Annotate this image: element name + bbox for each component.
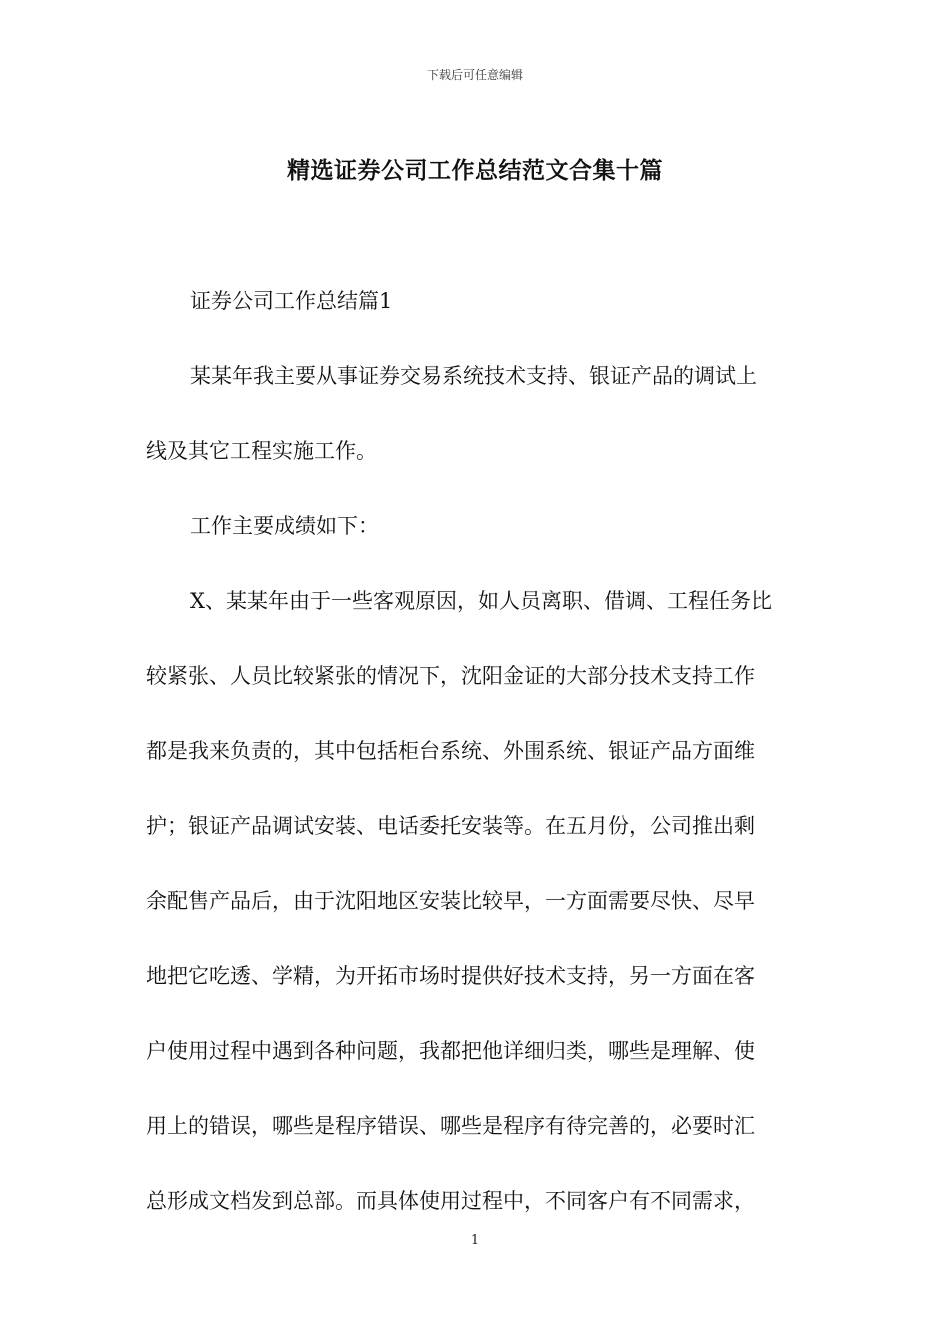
paragraph-intro: [146, 357, 806, 470]
text-line: 线及其它工程实施工作。: [146, 439, 377, 463]
text-line: 证券公司工作总结篇1: [190, 289, 393, 313]
text-line: X、某某年由于一些客观原因，如人员离职、借调、工程任务比: [190, 589, 772, 613]
document-body: [146, 282, 806, 1257]
text-line: 余配售产品后，由于沈阳地区安装比较早，一方面需要尽快、尽早: [146, 889, 755, 913]
text-line: 某某年我主要从事证券交易系统技术支持、银证产品的调试上: [190, 364, 757, 388]
text-line: 总形成文档发到总部。而具体使用过程中，不同客户有不同需求，: [146, 1189, 755, 1213]
header-note: 下载后可任意编辑: [426, 68, 523, 82]
text-line: 工作主要成绩如下：: [190, 514, 379, 538]
paragraph-section-heading: [146, 282, 806, 320]
text-line: 用上的错误，哪些是程序错误、哪些是程序有待完善的，必要时汇: [146, 1114, 755, 1138]
paragraph-achievements-heading: [146, 507, 806, 545]
page-number: 1: [470, 1233, 480, 1248]
text-line: 户使用过程中遇到各种问题，我都把他详细归类，哪些是理解、使: [146, 1039, 755, 1063]
paragraph-achievement-x: [146, 582, 806, 1220]
text-line: 护；银证产品调试安装、电话委托安装等。在五月份，公司推出剩: [146, 814, 755, 838]
document-title: 精选证券公司工作总结范文合集十篇: [287, 157, 663, 184]
text-line: 都是我来负责的，其中包括柜台系统、外围系统、银证产品方面维: [146, 739, 755, 763]
text-line: 较紧张、人员比较紧张的情况下，沈阳金证的大部分技术支持工作: [146, 664, 755, 688]
text-line: 地把它吃透、学精，为开拓市场时提供好技术支持，另一方面在客: [146, 964, 755, 988]
